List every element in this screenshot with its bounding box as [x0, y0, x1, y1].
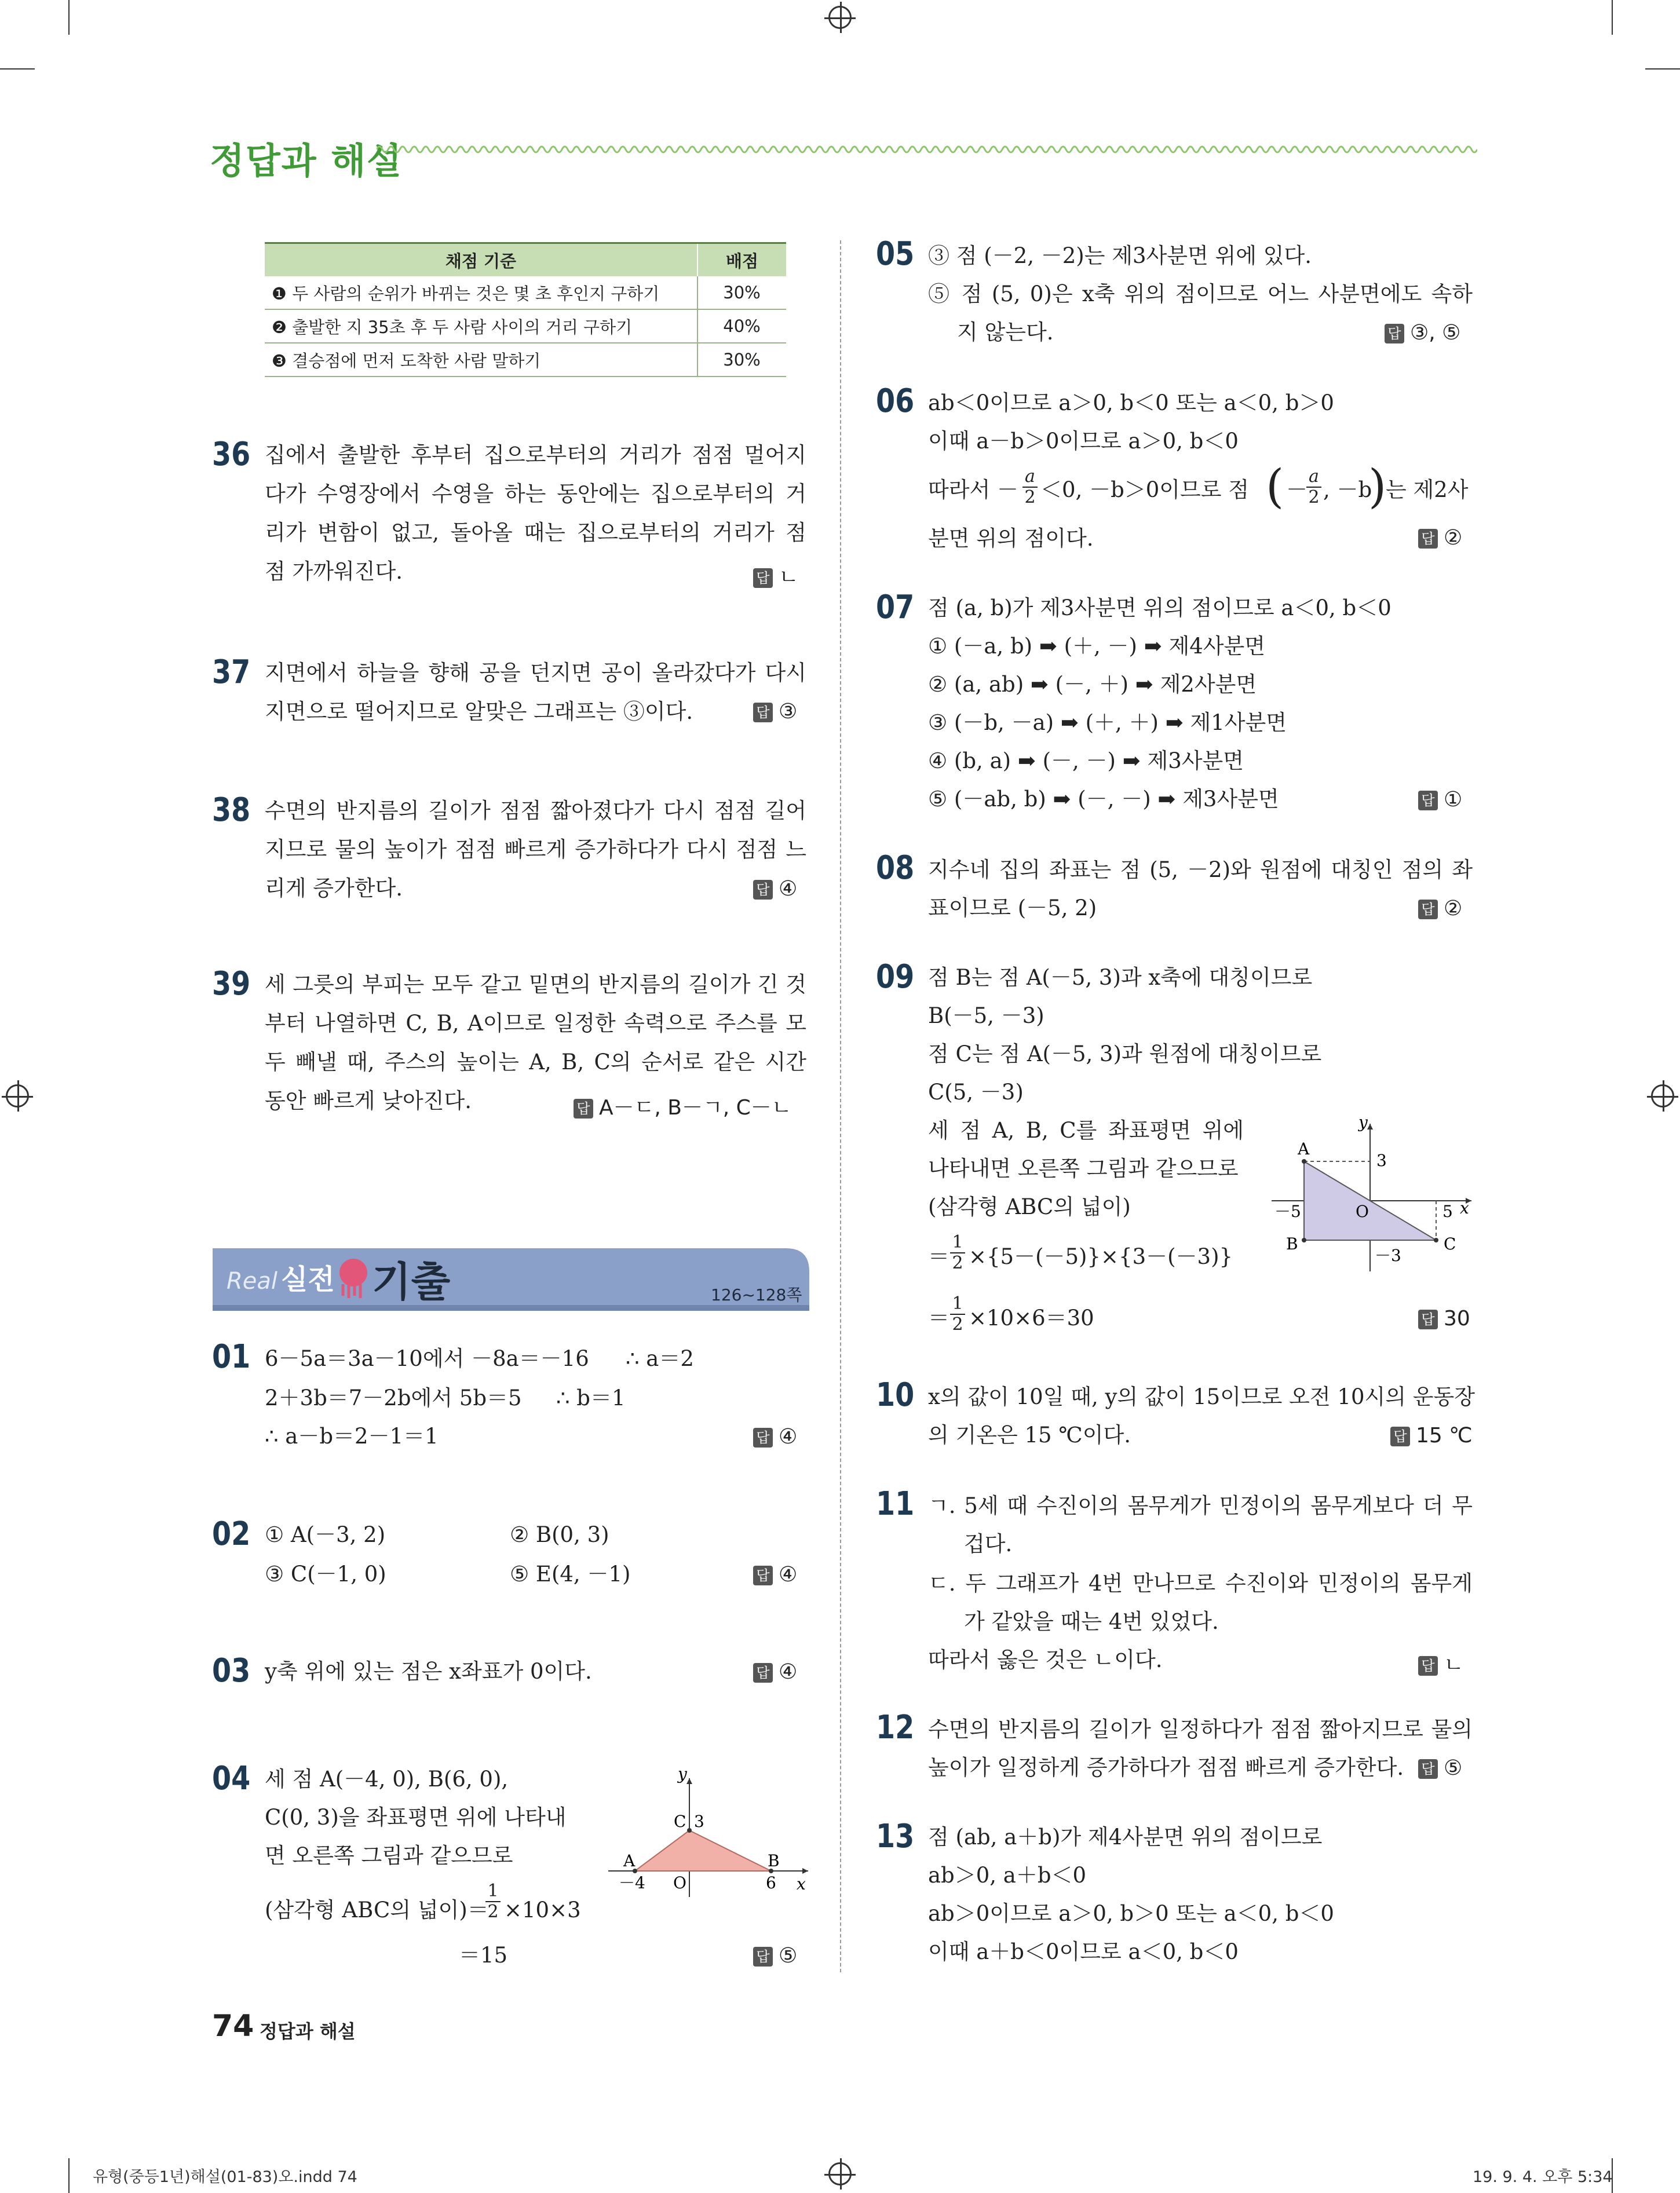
text-line: 겁다. — [964, 1532, 1013, 1556]
answer-value: 30 — [1444, 1307, 1470, 1331]
registration-mark-top — [828, 6, 852, 29]
text-line: ② B(0, 3) — [510, 1522, 609, 1547]
text-line: ×{5－(－5)}×{3－(－3)} — [969, 1244, 1233, 1269]
text-line: ③ 점 (－2, －2)는 제3사분면 위에 있다. — [928, 243, 1312, 268]
text-line: 따라서 옳은 것은 ㄴ이다. — [928, 1647, 1163, 1672]
answer-badge-icon: 답 — [753, 1428, 773, 1448]
tick-label-minus-3: －3 — [1375, 1246, 1401, 1265]
answer-mark — [753, 700, 797, 723]
text-line: 지므로 물의 높이가 점점 빠르게 증가하다가 다시 점점 느 — [265, 837, 806, 862]
text-line: 분면 위의 점이다. — [928, 526, 1094, 551]
text-line: 지수네 집의 좌표는 점 (5, －2)와 원점에 대칭인 점의 좌 — [928, 857, 1473, 882]
text-line: 6－5a＝3a－10에서 －8a＝－16 — [265, 1346, 589, 1371]
answer-value: ③, ⑤ — [1410, 321, 1461, 345]
text-line: 집에서 출발한 후부터 집으로부터의 거리가 점점 멀어지 — [265, 443, 806, 467]
text-line: ab＞0이므로 a＞0, b＞0 또는 a＜0, b＜0 — [928, 1901, 1334, 1926]
answer-mark — [1385, 321, 1460, 345]
text-line: 세 점 A, B, C를 좌표평면 위에 — [928, 1118, 1244, 1143]
text-line: 수면의 반지름의 길이가 일정하다가 점점 짧아지므로 물의 — [928, 1717, 1473, 1742]
footer-label: 정답과 해설 — [260, 2020, 356, 2042]
fraction-numerator: 1 — [485, 1881, 501, 1902]
tick-label-minus-4: －4 — [619, 1873, 645, 1892]
text-line: C(0, 3)을 좌표평면 위에 나타내 — [265, 1805, 567, 1830]
problem-number: 36 — [212, 436, 251, 473]
text-line: ab＞0, a＋b＜0 — [928, 1863, 1087, 1888]
answer-value: ④ — [779, 877, 798, 901]
fraction-numerator: a — [1022, 467, 1038, 488]
text-line: (삼각형 ABC의 넓이)＝ — [265, 1898, 489, 1922]
axis-label-x: x — [1460, 1198, 1469, 1218]
text-line: 점 C는 점 A(－5, 3)과 원점에 대칭이므로 — [928, 1041, 1322, 1066]
text-line: － — [1286, 477, 1308, 502]
text-line: 다가 수영장에서 수영을 하는 동안에는 집으로부터의 거 — [265, 481, 806, 506]
point-label-a: A — [1298, 1139, 1310, 1158]
fraction-denominator: 2 — [1024, 487, 1036, 507]
fraction — [1306, 467, 1321, 507]
answer-value: ④ — [779, 1425, 798, 1449]
text-line: 나타내면 오른쪽 그림과 같으므로 — [928, 1156, 1239, 1181]
problem-number: 11 — [876, 1485, 915, 1523]
answer-badge-icon: 답 — [1418, 791, 1438, 810]
crop-mark — [68, 2158, 70, 2193]
list-item: ③ (－b, －a) ➡ (＋, ＋) ➡ 제1사분면 — [928, 710, 1287, 735]
axis-label-y: y — [678, 1767, 687, 1783]
answer-mark — [753, 561, 799, 590]
origin-label: O — [1356, 1202, 1369, 1221]
answer-badge-icon: 답 — [753, 1663, 773, 1683]
answer-badge-icon: 답 — [753, 568, 773, 588]
answer-mark — [1418, 1649, 1464, 1678]
answer-mark — [574, 1091, 792, 1121]
text-line: 수면의 반지름의 길이가 점점 짧아졌다가 다시 점점 길어 — [265, 798, 806, 823]
answer-value: ㄴ — [779, 565, 799, 589]
banner-title-2: 기출 — [372, 1258, 451, 1306]
answer-badge-icon: 답 — [1418, 1310, 1438, 1329]
text-line: ⑤ 점 (5, 0)은 x축 위의 점이므로 어느 사분면에도 속하 — [928, 282, 1473, 306]
rubric-points: 30% — [697, 276, 786, 309]
text-line: 이때 a＋b＜0이므로 a＜0, b＜0 — [928, 1939, 1239, 1964]
problem-number: 04 — [212, 1760, 251, 1797]
problem-number: 09 — [876, 958, 915, 996]
registration-mark-left — [6, 1084, 29, 1108]
origin-label: O — [673, 1873, 686, 1892]
answer-mark — [1418, 788, 1462, 812]
text-line: ⑤ E(4, －1) — [510, 1562, 631, 1587]
triangle-abc — [635, 1830, 771, 1871]
text-line: ㄱ. 5세 때 수진이의 몸무게가 민정이의 몸무게보다 더 무 — [928, 1493, 1473, 1518]
problem-37-body — [265, 653, 806, 731]
answer-value: ④ — [779, 1563, 798, 1587]
answer-mark — [1418, 526, 1462, 550]
banner-page-range: 126~128쪽 — [711, 1285, 802, 1304]
answer-badge-icon: 답 — [753, 703, 773, 722]
fraction-numerator: a — [1306, 467, 1321, 488]
text-line: 지 않는다. — [957, 320, 1054, 345]
problem-36-body — [265, 436, 806, 591]
fraction-denominator: 2 — [952, 1314, 963, 1335]
text-line: ③ C(－1, 0) — [265, 1562, 386, 1587]
registration-mark-bottom — [828, 2162, 852, 2185]
problem-number: 05 — [876, 235, 915, 273]
text-line: 이때 a－b＞0이므로 a＞0, b＜0 — [928, 429, 1239, 454]
text-line: 지면으로 떨어지므로 알맞은 그래프는 ③이다. — [265, 699, 693, 724]
text-line: C(5, －3) — [928, 1080, 1024, 1105]
problem-number: 12 — [876, 1709, 915, 1746]
answer-value: ③ — [779, 700, 798, 723]
answer-mark — [753, 1425, 797, 1449]
triangle-figure-04 — [602, 1767, 817, 1900]
problem-number: 06 — [876, 382, 915, 420]
text-line: ∴ a＝2 — [626, 1346, 694, 1371]
text-line: 리가 변함이 없고, 돌아올 때는 집으로부터의 거리가 점 — [265, 520, 806, 545]
answer-badge-icon: 답 — [1418, 529, 1438, 549]
tick-label-minus-5: －5 — [1274, 1202, 1301, 1221]
fraction-denominator: 2 — [487, 1902, 499, 1922]
rubric-criterion: ❸ 결승점에 먼저 도착한 사람 말하기 — [265, 343, 697, 377]
text-line: 면 오른쪽 그림과 같으므로 — [265, 1843, 513, 1868]
text-line: B(－5, －3) — [928, 1003, 1044, 1028]
text-line: ＝15 — [459, 1943, 508, 1968]
text-line: 의 기온은 15 ℃이다. — [928, 1423, 1131, 1448]
text-line: ① A(－3, 2) — [265, 1522, 386, 1547]
table-row — [265, 276, 786, 309]
problem-number: 13 — [876, 1818, 915, 1855]
answer-mark — [1418, 897, 1462, 920]
answer-mark — [753, 877, 797, 901]
text-line: 점 B는 점 A(－5, 3)과 x축에 대칭이므로 — [928, 965, 1313, 990]
slug-filename: 유형(중등1년)해설(01-83)오.indd 74 — [93, 2168, 357, 2186]
answer-badge-icon: 답 — [1418, 900, 1438, 919]
answer-value: A－ㄷ, B－ㄱ, C－ㄴ — [599, 1096, 792, 1120]
rubric-criterion: ❷ 출발한 지 35초 후 두 사람 사이의 거리 구하기 — [265, 309, 697, 343]
paren-left: ( — [1266, 459, 1284, 513]
rubric-header-criteria: 채점 기준 — [265, 243, 697, 277]
text-line: ＝ — [928, 1244, 949, 1269]
text-line: ＝ — [928, 1306, 949, 1331]
rubric-header-points: 배점 — [697, 243, 786, 277]
problem-number: 10 — [876, 1376, 915, 1414]
fraction — [950, 1294, 965, 1335]
text-line: ＜0, －b＞0이므로 점 — [1040, 477, 1250, 502]
list-item: ① (－a, b) ➡ (＋, －) ➡ 제4사분면 — [928, 634, 1266, 659]
answer-badge-icon: 답 — [1418, 1759, 1438, 1779]
fraction — [485, 1881, 501, 1922]
text-line: ∴ a－b＝2－1＝1 — [265, 1424, 439, 1449]
crop-mark — [1645, 68, 1680, 70]
crop-mark — [0, 68, 35, 70]
point-label-c: C — [674, 1812, 686, 1831]
slug-date: 19. 9. 4. 오후 5:34 — [1473, 2168, 1613, 2186]
answer-badge-icon: 답 — [1390, 1427, 1410, 1446]
answer-mark — [1418, 1756, 1462, 1780]
text-line: 점 (ab, a＋b)가 제4사분면 위의 점이므로 — [928, 1825, 1323, 1850]
text-line: 리게 증가한다. — [265, 876, 403, 901]
answer-badge-icon: 답 — [1418, 1656, 1438, 1676]
fraction — [950, 1233, 965, 1273]
text-line: ㄷ. 두 그래프가 4번 만나므로 수진이와 민정이의 몸무게 — [928, 1571, 1473, 1596]
text-line: 높이가 일정하게 증가하다가 점점 빠르게 증가한다. — [928, 1755, 1404, 1780]
answer-value: 15 ℃ — [1416, 1424, 1473, 1448]
point-label-a: A — [623, 1851, 636, 1870]
axis-label-x: x — [797, 1874, 806, 1894]
fraction-denominator: 2 — [1308, 487, 1320, 507]
text-line: 점 가까워진다. — [265, 559, 403, 584]
triangle-figure-09 — [1269, 1115, 1477, 1277]
problem-number: 03 — [212, 1652, 251, 1690]
answer-mark — [753, 1944, 797, 1968]
point-label-b: B — [768, 1851, 780, 1870]
text-line: ×10×6＝30 — [969, 1306, 1094, 1331]
problem-number: 38 — [212, 791, 251, 829]
list-item: ⑤ (－ab, b) ➡ (－, －) ➡ 제3사분면 — [928, 787, 1279, 812]
text-line: 표이므로 (－5, 2) — [928, 896, 1097, 920]
text-line: 따라서 － — [928, 477, 1018, 502]
text-line: 점 (a, b)가 제3사분면 위의 점이므로 a＜0, b＜0 — [928, 595, 1392, 620]
answer-value: ② — [1444, 897, 1463, 920]
text-line: 세 점 A(－4, 0), B(6, 0), — [265, 1767, 509, 1792]
answer-badge-icon: 답 — [1385, 324, 1404, 343]
text-line: 지면에서 하늘을 향해 공을 던지면 공이 올라갔다가 다시 — [265, 660, 806, 685]
text-line: ∴ b＝1 — [556, 1386, 626, 1410]
answer-value: ㄴ — [1444, 1653, 1464, 1677]
fraction-numerator: 1 — [950, 1233, 965, 1253]
problem-38-body — [265, 791, 806, 908]
rubric-points: 40% — [697, 309, 786, 343]
answer-mark — [753, 1563, 797, 1587]
tick-label-6: 6 — [766, 1873, 776, 1892]
crop-mark — [68, 0, 70, 35]
page-number: 74 — [212, 2009, 254, 2044]
text-line: ×10×3 — [504, 1898, 581, 1922]
text-line: , －b — [1323, 477, 1372, 502]
answer-value: ⑤ — [1444, 1756, 1463, 1780]
text-line: 가 같았을 때는 4번 있었다. — [964, 1609, 1219, 1634]
axis-label-y: y — [1358, 1115, 1368, 1132]
text-line: 부터 나열하면 C, B, A이므로 일정한 속력으로 주스를 모 — [265, 1011, 806, 1036]
jellyfish-icon — [339, 1259, 367, 1286]
page-header-title: 정답과 해설 — [210, 140, 403, 182]
paren-right: ) — [1368, 459, 1387, 513]
list-item: ④ (b, a) ➡ (－, －) ➡ 제3사분면 — [928, 748, 1244, 773]
problem-number: 39 — [212, 965, 251, 1003]
text-line: (삼각형 ABC의 넓이) — [928, 1194, 1131, 1219]
answer-value: ④ — [779, 1660, 798, 1684]
text-line: 동안 빠르게 낮아진다. — [265, 1088, 472, 1113]
point-label-c: C — [1444, 1234, 1456, 1253]
answer-value: ① — [1444, 788, 1463, 812]
crop-mark — [1612, 0, 1613, 35]
banner-real: Real — [227, 1268, 278, 1295]
problem-number: 08 — [876, 849, 915, 887]
table-row — [265, 343, 786, 377]
answer-mark — [753, 1660, 797, 1684]
problem-number: 37 — [212, 653, 251, 691]
text-line: 두 빼낼 때, 주스의 높이는 A, B, C의 순서로 같은 시간 — [265, 1050, 806, 1074]
fraction-numerator: 1 — [950, 1294, 965, 1315]
scoring-rubric-table — [265, 242, 786, 377]
rubric-points: 30% — [697, 343, 786, 377]
answer-value: ② — [1444, 526, 1463, 550]
problem-number: 01 — [212, 1338, 251, 1376]
answer-badge-icon: 답 — [753, 880, 773, 900]
problem-number: 07 — [876, 589, 915, 626]
text-line: y축 위에 있는 점은 x좌표가 0이다. — [265, 1659, 592, 1684]
rubric-criterion: ❶ 두 사람의 순위가 바뀌는 것은 몇 초 후인지 구하기 — [265, 276, 697, 309]
text-line: 2＋3b＝7－2b에서 5b＝5 — [265, 1386, 522, 1410]
text-line: 세 그릇의 부피는 모두 같고 밑면의 반지름의 길이가 긴 것 — [265, 972, 806, 997]
answer-mark — [1418, 1307, 1470, 1331]
answer-badge-icon: 답 — [753, 1947, 773, 1967]
answer-badge-icon: 답 — [574, 1099, 593, 1119]
banner-title-1: 실전 — [281, 1263, 335, 1296]
text-line: 는 제2사 — [1386, 477, 1469, 502]
header-wave-line — [377, 142, 1477, 156]
answer-value: ⑤ — [779, 1944, 798, 1968]
fraction — [1022, 467, 1038, 507]
answer-mark — [1390, 1424, 1473, 1448]
answer-badge-icon: 답 — [753, 1566, 773, 1585]
point-label-b: B — [1286, 1234, 1298, 1253]
tick-label-3: 3 — [1376, 1151, 1387, 1170]
tick-label-3: 3 — [694, 1812, 704, 1831]
real-exam-banner — [213, 1248, 809, 1311]
table-row — [265, 309, 786, 343]
fraction-denominator: 2 — [952, 1253, 963, 1273]
registration-mark-right — [1651, 1084, 1674, 1108]
text-line: x의 값이 10일 때, y의 값이 15이므로 오전 10시의 운동장 — [928, 1384, 1475, 1409]
problem-number: 02 — [212, 1515, 251, 1553]
text-line: ab＜0이므로 a＞0, b＜0 또는 a＜0, b＞0 — [928, 390, 1334, 415]
tick-label-5: 5 — [1442, 1202, 1453, 1221]
list-item: ② (a, ab) ➡ (－, ＋) ➡ 제2사분면 — [928, 672, 1257, 697]
column-divider — [840, 240, 841, 1972]
